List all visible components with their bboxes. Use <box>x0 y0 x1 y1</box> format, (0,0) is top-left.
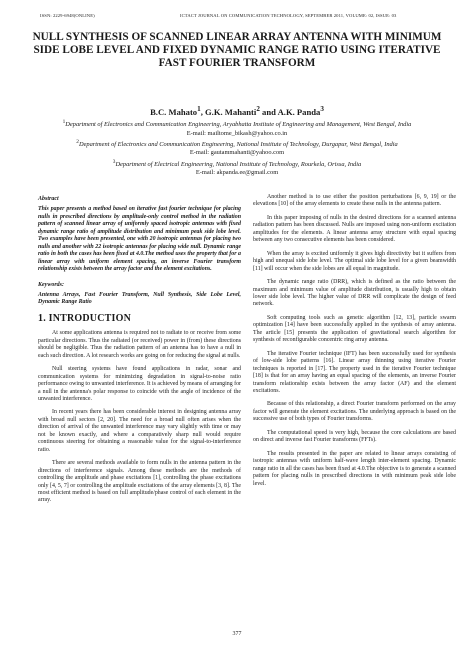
paper-title: NULL SYNTHESIS OF SCANNED LINEAR ARRAY ANTENNA WITH MINIMUM SIDE LOBE LEVEL AND FIXED DYNAMIC RANGE RATIO USING ITERATIVE FAST FOURIER TRANSFORM <box>32 31 442 69</box>
right-paragraph-1: Another method is to use either the position perturbations [6, 9, 19] or the elevations [10] of the array elements to create these nulls in the antenna pattern. <box>253 194 456 208</box>
affiliation-3-text: Department of Electrical Engineering, National Institute of Technology, Rourkela, Orissa, India <box>115 161 362 168</box>
author-2: G.K. Mahanti <box>204 106 257 117</box>
affiliation-3-sup: 3 <box>112 158 116 165</box>
affiliation-1-sup: 1 <box>62 119 66 125</box>
affiliation-1-text: Department of Electronics and Communication Engineering, Aryabhatta Institute of Engineering and Management, West Bengal, India <box>65 121 412 129</box>
affiliation-1 <box>20 118 454 130</box>
right-paragraph-5: Soft computing tools such as genetic algorithm [12, 13], particle swarm optimization [14] have been successfully applied in the synthesis of array antenna. The article [15] presents the application of gravitational search algorithm for synthesis of reconfigurable concentric ring array antenna. <box>253 314 456 344</box>
intro-paragraph-3: In recent years there has been considerable interest in designing antenna array with broad null sectors [2, 20]. The need for a broad null often arises when the direction of arrival of the unwanted interference may vary slightly with time or may not be known exactly, and where a comparatively sharp null would require continuous steering for obtaining a reasonable value for the signal-to-interference ratio. <box>38 409 241 453</box>
right-paragraph-6: The iterative Fourier technique (IFT) has been successfully used for synthesis of low-side lobe patterns [16]. Linear array thinning using iterative Fourier techniques is reported in [17]. The property used in the iterative Fourier technique [18] is that for an array having an equal spacing of the elements, an inverse Fourier transform relationship exists between the array factor (AF) and the element excitations. <box>253 350 456 394</box>
right-paragraph-9: The results presented in the paper are related to linear arrays consisting of isotropic antennas with uniform half-wave length inter-element spacing. Dynamic range ratio in all the cases has been fixed at 4.0.The objective is to generate a scanned pattern for placing nulls in prescribed directions in with minimum peak side lobe level. <box>253 450 456 487</box>
journal-header: ICTACT JOURNAL ON COMMUNICATION TECHNOLOGY, SEPTEMBER 2011, VOLUME: 02, ISSUE: 03 <box>180 13 397 18</box>
affiliation-3 <box>20 158 454 170</box>
affiliation-3-email: E-mail: akpanda.ee@gmail.com <box>195 169 279 177</box>
author-3-sup: 3 <box>320 105 324 113</box>
right-paragraph-4: The dynamic range ratio (DRR), which is defined as the ratio between the maximum and minimum value of amplitude distribution, is usually high to obtain lower side lobe level. The higher value of DRR will complicate the design of feed network. <box>253 279 456 308</box>
author-2-sup: 2 <box>256 105 260 113</box>
affiliations <box>20 118 454 178</box>
abstract-text: This paper presents a method based on iterative fast fourier technique for placing nulls in prescribed directions by amplitude-only control method in the radiation pattern of scanned linear array of uniformly spaced isotropic antennas with fixed dynamic range ratio of amplitude distribution and minimum peak side lobe level. Two examples have been presented, one with 20 isotropic antennas for placing two nulls and another with 22 isotropic antennas for placing wide null. Dynamic range ratio in both the cases has been fixed at 4.0.The method uses the property that for a linear array with uniform element spacing, an inverse Fourier transform relationship exists between the array factor and the element excitations. <box>38 206 241 273</box>
left-column <box>38 196 241 511</box>
author-and: and <box>262 106 276 117</box>
affiliation-1-email: E-mail: mailtome_bikash@yahoo.co.in <box>186 129 288 137</box>
right-paragraph-7: Because of this relationship, a direct Fourier transform performed on the array factor will generate the element excitations. The underlying approach is based on the successive use of both types of Fourier transforms. <box>253 401 456 423</box>
affiliation-2 <box>20 138 454 150</box>
abstract-heading: Abstract <box>38 196 59 202</box>
affiliation-2-email: E-mail: gautammahanti@yahoo.com <box>189 149 285 157</box>
author-1-sup: 1 <box>197 105 201 113</box>
author-3: A.K. Panda <box>277 106 321 117</box>
issn-header: ISSN: 2229-6948(ONLINE) <box>40 13 95 18</box>
intro-paragraph-1: At some applications antenna is required not to radiate to or receive from some particular directions. Thus the radiated (or received) power in (from) these directions should be negligible. Thus the radiation pattern of an antenna has to have a null in each such direction. A lot research works are going on for reducing the signal at nulls. <box>38 330 241 359</box>
right-column <box>253 194 456 494</box>
intro-paragraph-2: Null steering systems have found applications in radar, sonar and communication systems for minimizing degradation in signal-to-noise ratio performance owing to unwanted interference. It is achieved by means of arranging for a null in the antenna's polar response to coincide with the angle of incidence of the unwanted interference. <box>38 366 241 402</box>
right-paragraph-2: In this paper imposing of nulls in the desired directions for a scanned antenna radiation pattern has been discussed. Nulls are imposed using non-uniform excitation amplitudes for the elements. A linear antenna array structure with equal spacing between any two consecutive elements has been considered. <box>253 214 456 244</box>
intro-paragraph-4: There are several methods available to form nulls in the antenna pattern in the directions of interference signals. Among these methods are the methods of controlling the amplitude and phase excitations [1], controlling the phase excitations only [4, 5, 7] or controlling the amplitude excitations of the array elements [3, 8]. The most efficient method is based on full amplitude/phase control of each element in the array. <box>38 460 241 504</box>
keywords-heading: Keywords: <box>38 281 64 288</box>
right-paragraph-3: When the array is excited uniformly it gives high directivity but it suffers from high and unequal side lobe level. The optimal side lobe level for a given beamwidth [11] will occur when the side lobes are all equal in magnitude. <box>253 250 456 272</box>
affiliation-2-text: Department of Electronics and Communication Engineering, National Institute of Technology, Durgapur, West Bengal, India <box>78 141 398 149</box>
keywords-text: Antenna Arrays, Fast Fourier Transform, Null Synthesis, Side Lobe Level, Dynamic Range Ratio <box>38 291 241 306</box>
author-list: B.C. Mahato$^1$, G.K. Mahanti$^2$ and A.K. Panda$^3$ <box>150 105 324 117</box>
page-number: 377 <box>232 631 242 637</box>
introduction-heading: 1. INTRODUCTION <box>38 312 132 324</box>
right-paragraph-8: The computational speed is very high, because the core calculations are based on direct and inverse fast Fourier transforms (FFTs). <box>253 429 456 444</box>
affiliation-2-sup: 2 <box>76 138 79 145</box>
author-1: B.C. Mahato <box>150 106 198 117</box>
